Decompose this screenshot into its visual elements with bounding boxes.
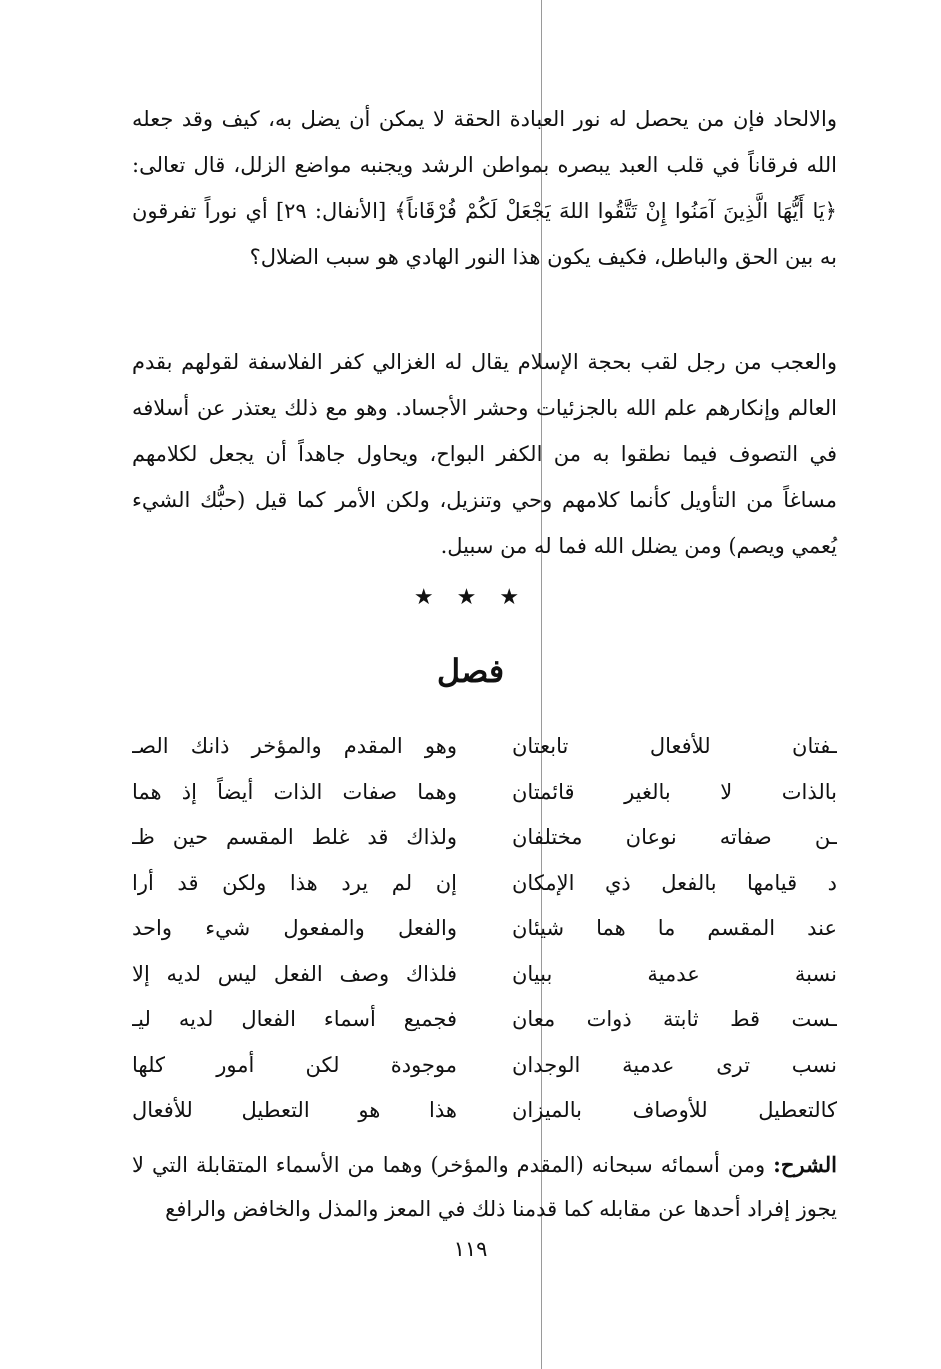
verse-second-hemistich: د قيامها بالفعل ذي الإمكان	[512, 870, 837, 895]
verse-first-hemistich: وهو المقدم والمؤخر ذانك الصـ	[132, 734, 457, 758]
poem-verse	[132, 1043, 837, 1089]
commentary	[132, 1143, 837, 1231]
verse-second-hemistich: نسب ترى عدمية الوجدان	[512, 1052, 837, 1077]
poem-verse	[132, 952, 837, 998]
verse-first-hemistich: فلذاك وصف الفعل ليس لديه إلا	[132, 961, 457, 986]
verse-second-hemistich: عند المقسم ما هما شيئان	[512, 916, 837, 940]
section-title: فصل	[436, 652, 505, 690]
page-number: ١١٩	[453, 1237, 488, 1261]
verse-first-hemistich: هذا هو التعطيل للأفعال	[132, 1098, 457, 1122]
poem-verse	[132, 906, 837, 952]
commentary-label: الشرح:	[773, 1152, 837, 1177]
verse-second-hemistich: بالذات لا بالغير قائمتان	[512, 779, 837, 804]
poem-verse	[132, 861, 837, 907]
poem	[132, 724, 837, 1144]
verse-second-hemistich: كالتعطيل للأوصاف بالميزان	[512, 1098, 837, 1122]
poem-verse	[132, 1088, 837, 1134]
verse-first-hemistich: إن لم يرد هذا ولكن قد أرا	[132, 870, 457, 895]
poem-verse	[132, 997, 837, 1043]
verse-first-hemistich: والفعل والمفعول شيء واحد	[132, 916, 457, 940]
poem-verse	[132, 724, 837, 770]
verse-first-hemistich: موجودة لكن أمور كلها	[132, 1052, 457, 1077]
verse-second-hemistich: ـن صفاته نوعان مختلفان	[512, 825, 837, 849]
verse-first-hemistich: ولذاك قد غلط المقسم حين ظـ	[132, 825, 457, 849]
paragraph-2: والعجب من رجل لقب بحجة الإسلام يقال له الغزالي كفر الفلاسفة لقولهم بقدم العالم وإنكارهم علم الله بالجزئيات وحشر الأجساد. وهو مع ذلك يعتذر عن أسلافه في التصوف فيما نطقوا به من الكفر البواح، ويحاول جاهداً أن يجعل لكلامهم مساغاً من التأويل كأنما كلامهم وحي وتنزيل، ولكن الأمر كما قيل (حبُّك الشيء يُعمي ويصم) ومن يضلل الله فما له من سبيل.	[132, 350, 837, 558]
paragraph-1: والالحاد فإن من يحصل له نور العبادة الحقة لا يمكن أن يضل به، كيف وقد جعله الله فرقاناً في قلب العبد يبصره بمواطن الرشد ويجنبه مواضع الزلل، قال تعالى: ﴿يَا أَيُّهَا الَّذِينَ آمَنُوا إِنْ تَتَّقُوا اللهَ يَجْعَلْ لَكُمْ فُرْقَاناً﴾ [الأنفال: ٢٩] أي نوراً تفرقون به بين الحق والباطل، فكيف يكون هذا النور الهادي هو سبب الضلال؟	[132, 107, 837, 269]
poem-verse	[132, 770, 837, 816]
commentary-text: ومن أسمائه سبحانه (المقدم والمؤخر) وهما من الأسماء المتقابلة التي لا يجوز إفراد أحدها عن مقابله كما قدمنا ذلك في المعز والمذل والخافض والرافع	[132, 1153, 837, 1221]
verse-second-hemistich: ـفتان للأفعال تابعتان	[512, 734, 837, 758]
verse-first-hemistich: فجميع أسماء الفعال لديه ليـ	[132, 1007, 457, 1031]
verse-second-hemistich: ـست قط ثابتة ذوات معان	[512, 1007, 837, 1031]
verse-first-hemistich: وهما صفات الذات أيضاً إذ هما	[132, 779, 457, 804]
verse-second-hemistich: نسبة عدمية ببيان	[512, 961, 837, 986]
poem-verse	[132, 815, 837, 861]
section-separator: ★ ★ ★	[413, 585, 528, 610]
